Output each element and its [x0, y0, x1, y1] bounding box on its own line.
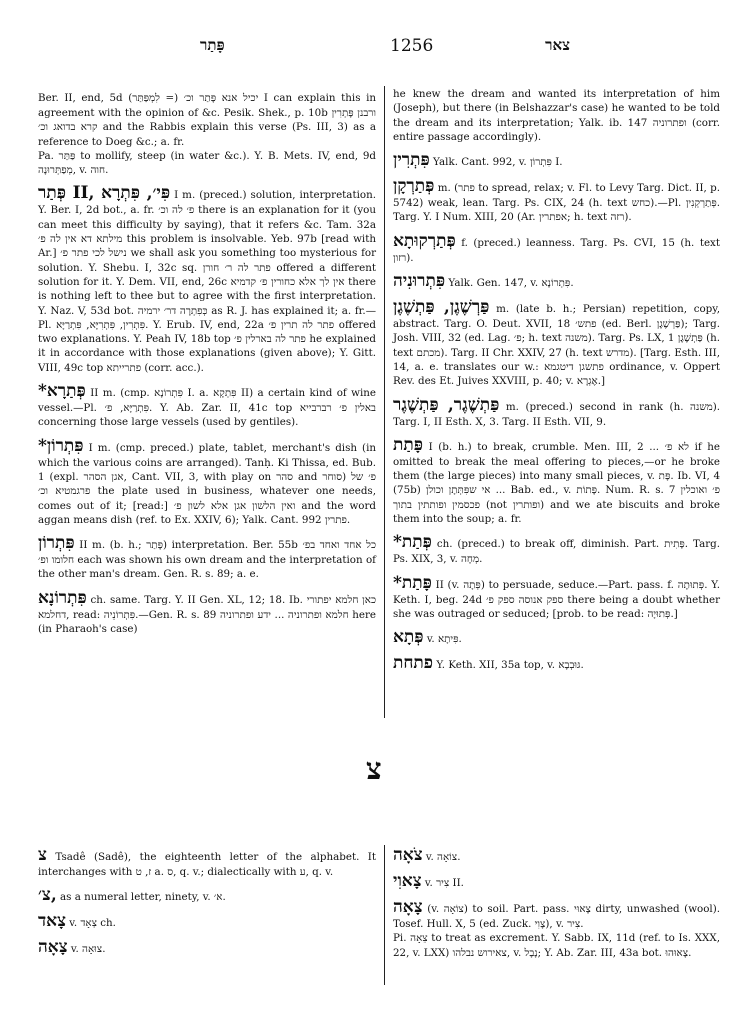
entry-text: I (b. h.) to break, crumble. Men. III, 2 ... לא פ׳ if he omitted to break the meal offering to pieces,—or he broke them (the large pieces) into many small pieces, v. פָּת. Ib. VI, 4 (75b) אי שפִּתְּתָן וכולן ... Bab. ed., v. פָּתוֹת. Num. R. s. 7 פ׳ ואוכלין פכסמין ופותתין בתוך (not ופותרין) and we ate biscuits and broke them into the soup; a. fr.: [393, 440, 721, 526]
entry-text: f. (preced.) leanness. Targ. Ps. CVI, 15 (h. text רזון).: [393, 236, 720, 264]
dictionary-entry: [38, 885, 376, 905]
lower-right-column: [393, 845, 720, 966]
entry-text: v. צְאָד ch.: [69, 917, 116, 930]
entry-text: as a numeral letter, ninety, v. א׳.: [60, 891, 226, 904]
page-header: [30, 36, 720, 60]
entry-headword: צ׳,: [38, 885, 57, 906]
entry-headword: פַּתְשֶׁגֶר, פַּתְשֶׁגֶר: [393, 394, 500, 415]
entry-text: (v. צוֹאָה) to soil. Part. pass. צָאוּי dirty, unwashed (wool). Tosef. Hull. X, 5 (ed. Zuck. צָוִי), v. צִיר.: [393, 903, 720, 930]
header-left-word: פָּתַר: [200, 36, 225, 54]
entry-text: Y. Keth. XII, 35a top, v. גּוּבְבָא.: [436, 659, 584, 672]
dictionary-entry: [393, 573, 720, 622]
dictionary-entry: [393, 231, 720, 265]
right-column: [393, 86, 720, 679]
page-number: 1256: [390, 36, 434, 56]
entry-subtext: Pi. צֵאָה to treat as excrement. Y. Sabb. IX, 11d (ref. to Is. XXX, 22, v. LXX) צאירוש נבלהו, v. נָבָל; Y. Ab. Zar. III, 43a bot. צָאוּהוּ.: [393, 932, 720, 959]
entry-text: m. (פתר to spread, relax; v. Fl. to Levy Targ. Dict. II, p. 5742) weak, lean. Targ. Ps. CIX, 24 (h. text כחש).—Pl. פְּתַרְקְנִין. Targ. Y. I Num. XIII, 20 (Ar. אפתרין; h. text רזה).: [393, 182, 721, 224]
entry-text: I m. (preced.) solution, interpretation. Y. Ber. I, 2d bot., a. fr. פ׳ לה וכ׳ there is an explanation for it (you can meet this difficulty by saying), that it refers &c. Tam. 32a מילתא דא אין לה פ׳ this problem is insolvable. Yeb. 97b [read with Ar.] נישל לכי פתר פ׳ we shall ask you something too mysterious for solution. Y. Shebu. I, 32c sq. פתר לה ר׳ חורן offered a different solution for it. Y. Dem. VII, end, 26c אין לך אלא כחורין פ׳ קדמיא there is nothing left to thee but to agree with the first interpretation. Y. Naz. V, 53d bot. כְּפִתְרָה דר׳ ירמיה as R. J. has explained it; a. fr.— Pl. פִּתְרִין, פִּתְרִיָּא, פִּתְרַיָּא. Y. Erub. IV, end, 22a פתר לה תרין פ׳ offered two explanations. Y. Peah IV, 18b top פתר לה בארלין פ׳ he explained it in accordance with those explanations (given above); Y. Gitt. VIII, 49c top פתרייתא (corr. acc.).: [38, 189, 377, 374]
entry-headword: צָאָה: [38, 937, 68, 958]
column-divider: [384, 845, 385, 985]
entry-text: m. (preced.) second in rank (h. משנה). Targ. I, II Esth. X, 3. Targ. II Esth. VII, 9.: [393, 400, 721, 428]
dictionary-entry: [38, 588, 376, 637]
entry-text: Ber. II, end, 5d (לִמְפַּתַּר =) יכיל אנא פָּתַר וכ׳ I can explain this in agreement with the opinion of &c. Pesik. Shek., p. 10b ורבנן פָּתְרִין קרא בדואג וכ׳ and the Rabbis explain this verse (Ps. III, 3) as a reference to Doeg &c.; a. fr.: [38, 92, 377, 148]
entry-text: Yalk. Gen. 147, v. פִּתְרוֹנָא.: [448, 277, 574, 290]
entry-text: ch. (preced.) to break off, diminish. Part. פָּתִית. Targ. Ps. XIX, 3, v. מְחָה.: [393, 538, 720, 566]
entry-text: v. צִיר II.: [424, 877, 464, 889]
dictionary-entry: [393, 86, 720, 144]
entry-text: Tsadê (Sadê), the eighteenth letter of the alphabet. It interchanges with ז, ט a. ס, q. v.; dialectically with ע, q. v.: [38, 851, 376, 878]
header-right-word: צאר: [545, 36, 570, 54]
entry-headword: *פְּתַת: [393, 532, 432, 553]
entry-headword: *פִּתְרוֹן: [38, 435, 84, 456]
dictionary-entry: [393, 845, 720, 865]
dictionary-entry: [393, 871, 720, 891]
dictionary-entry: [393, 532, 720, 566]
section-letter-heading: צ: [366, 752, 382, 787]
entry-headword: פְּתַרְקָן: [393, 176, 435, 197]
dictionary-entry: [393, 297, 720, 388]
entry-headword: פִּתְרוֹנָא: [38, 587, 87, 608]
entry-headword: פִּתְרוֹן: [38, 533, 75, 554]
entry-text: Yalk. Cant. 992, v. פִּתְרוֹן I.: [433, 156, 563, 169]
dictionary-entry: [393, 176, 720, 225]
entry-headword: צָאָה: [393, 897, 423, 917]
entry-headword: צָאד: [38, 911, 66, 932]
entry-text: I m. (cmp. preced.) plate, tablet, merchant's dish (in which the various coins are arranged). Tanḥ. Ki Thissa, ed. Bub. 1 (expl. אגן הסהר, Cant. VII, 3, with play on סהר and סוחר) פ׳ של פרגמטיא וכ׳ the plate used in business, whatever one needs, comes out of it; [read:] ואין הלשון אגן אלא לשון פ׳ and the word aggan means dish (ref. to Ex. XXIV, 6); Yalk. Cant. 992 פתרין.: [38, 441, 376, 526]
lower-left-column: [38, 845, 376, 963]
entry-headword: פָּתַת: [393, 434, 423, 455]
dictionary-entry: [393, 435, 720, 526]
entry-text: II (v. פְּתָה) to persuade, seduce.—Part. pass. f. פְּתוּתָה. Y. Keth. I, beg. 24d ספק אנוסה ספק פ׳ there being a doubt whether she was outraged or seduced; [prob. to be read: פְּתוּיָה.]: [393, 578, 721, 620]
entry-headword: *פְּתַרָא: [38, 381, 86, 402]
dictionary-entry: [38, 937, 376, 957]
dictionary-entry: [38, 436, 376, 527]
dictionary-entry: [38, 533, 376, 582]
entry-headword: פִּתְרוּנִיה: [393, 271, 446, 292]
dictionary-entry: [393, 271, 720, 291]
dictionary-entry: [393, 653, 720, 673]
column-divider: [384, 86, 385, 718]
dictionary-entry: [38, 183, 376, 375]
entry-headword: פִּתְרִין: [393, 150, 430, 171]
entry-text: II m. (b. h.; פָּתַר) interpretation. Ber. 55b כל אחד ואחד בפ׳ חלומו ופ׳ each was shown his own dream and the interpretation of the other man's dream. Gen. R. s. 89; a. e.: [38, 539, 376, 581]
entry-headword: *פָּתַת: [393, 572, 432, 593]
entry-text: he knew the dream and wanted its interpretation of him (Joseph), but there (in Belshazzar's case) he wanted to be told the dream and its interpretation; Yalk. ib. 147 ופתרוניה (corr. entire passage accordingly).: [393, 88, 720, 143]
entry-headword: צָאוִי: [393, 871, 422, 891]
entry-subtext: Pa. פַּתַּר to mollify, steep (in water &c.). Y. B. Mets. IV, end, 9d מְפַתְּרוּנָה, v. חוה.: [38, 149, 376, 177]
left-column: [38, 86, 376, 642]
dictionary-entry: [38, 86, 376, 177]
dictionary-entry: [38, 911, 376, 931]
entry-headword: פתחת: [393, 653, 434, 674]
entry-text: II m. (cmp. פִּתְרוֹנָא I. a. פִּתְקָא II) a certain kind of wine vessel.—Pl. פִּתְרַיָּא, פ׳. Y. Ab. Zar. II, 41c top באלין פ׳ רברבייא concerning those large vessels (used by gentiles).: [38, 387, 377, 429]
entry-text: m. (late b. h.; Persian) repetition, copy, abstract. Targ. O. Deut. XVII, 18 פתש׳ (ed. Berl. פַּרְשֶׁגֶן); Targ. Josh. VIII, 32 (ed. Lag. פ׳; h. text משנה). Targ. Ps. LX, 1 פַּתְשֶׁגֶן (h. text מכתם). Targ. II Chr. XXIV, 27 (h. text מדרש). [Targ. Esth. III, 14, a. e. translates our w.: פתשגן דיטגמא ordinance, v. Oppert Rev. des Et. Juives XXVIII, p. 40; v. אֶגְרָא.]: [393, 303, 721, 388]
dictionary-entry: [393, 395, 720, 429]
entry-headword: צ: [38, 845, 47, 865]
entry-headword: פְּתָא: [393, 627, 424, 648]
dictionary-entry: [38, 381, 376, 430]
dictionary-entry: [393, 897, 720, 960]
entry-text: v. צוּאָה.: [70, 943, 106, 956]
entry-headword: פְּתַר II, פִּי׳, פִּתְרָא: [38, 183, 171, 204]
entry-text: ch. same. Targ. Y. II Gen. XL, 12; 18. Ib. כאן חלמא יפתורי דחלמא, read: פִּתְרוֹנֵיה.—Gen. R. s. 89 חלמא ופתרוניה ... ידע ופתרוניה here (in Pharaoh's case): [38, 593, 377, 636]
dictionary-entry: [38, 845, 376, 879]
entry-text: v. צוֹאָה.: [425, 851, 461, 863]
entry-text: v. פִּיתָא.: [426, 633, 462, 646]
dictionary-entry: [393, 627, 720, 647]
dictionary-entry: [393, 150, 720, 170]
entry-headword: צֹאָה: [393, 845, 423, 865]
entry-headword: פְּתַרְקוּתָא: [393, 230, 456, 251]
entry-headword: פַּרְשֶׁגֶן, פַּתְשֶׁגֶן: [393, 297, 490, 318]
